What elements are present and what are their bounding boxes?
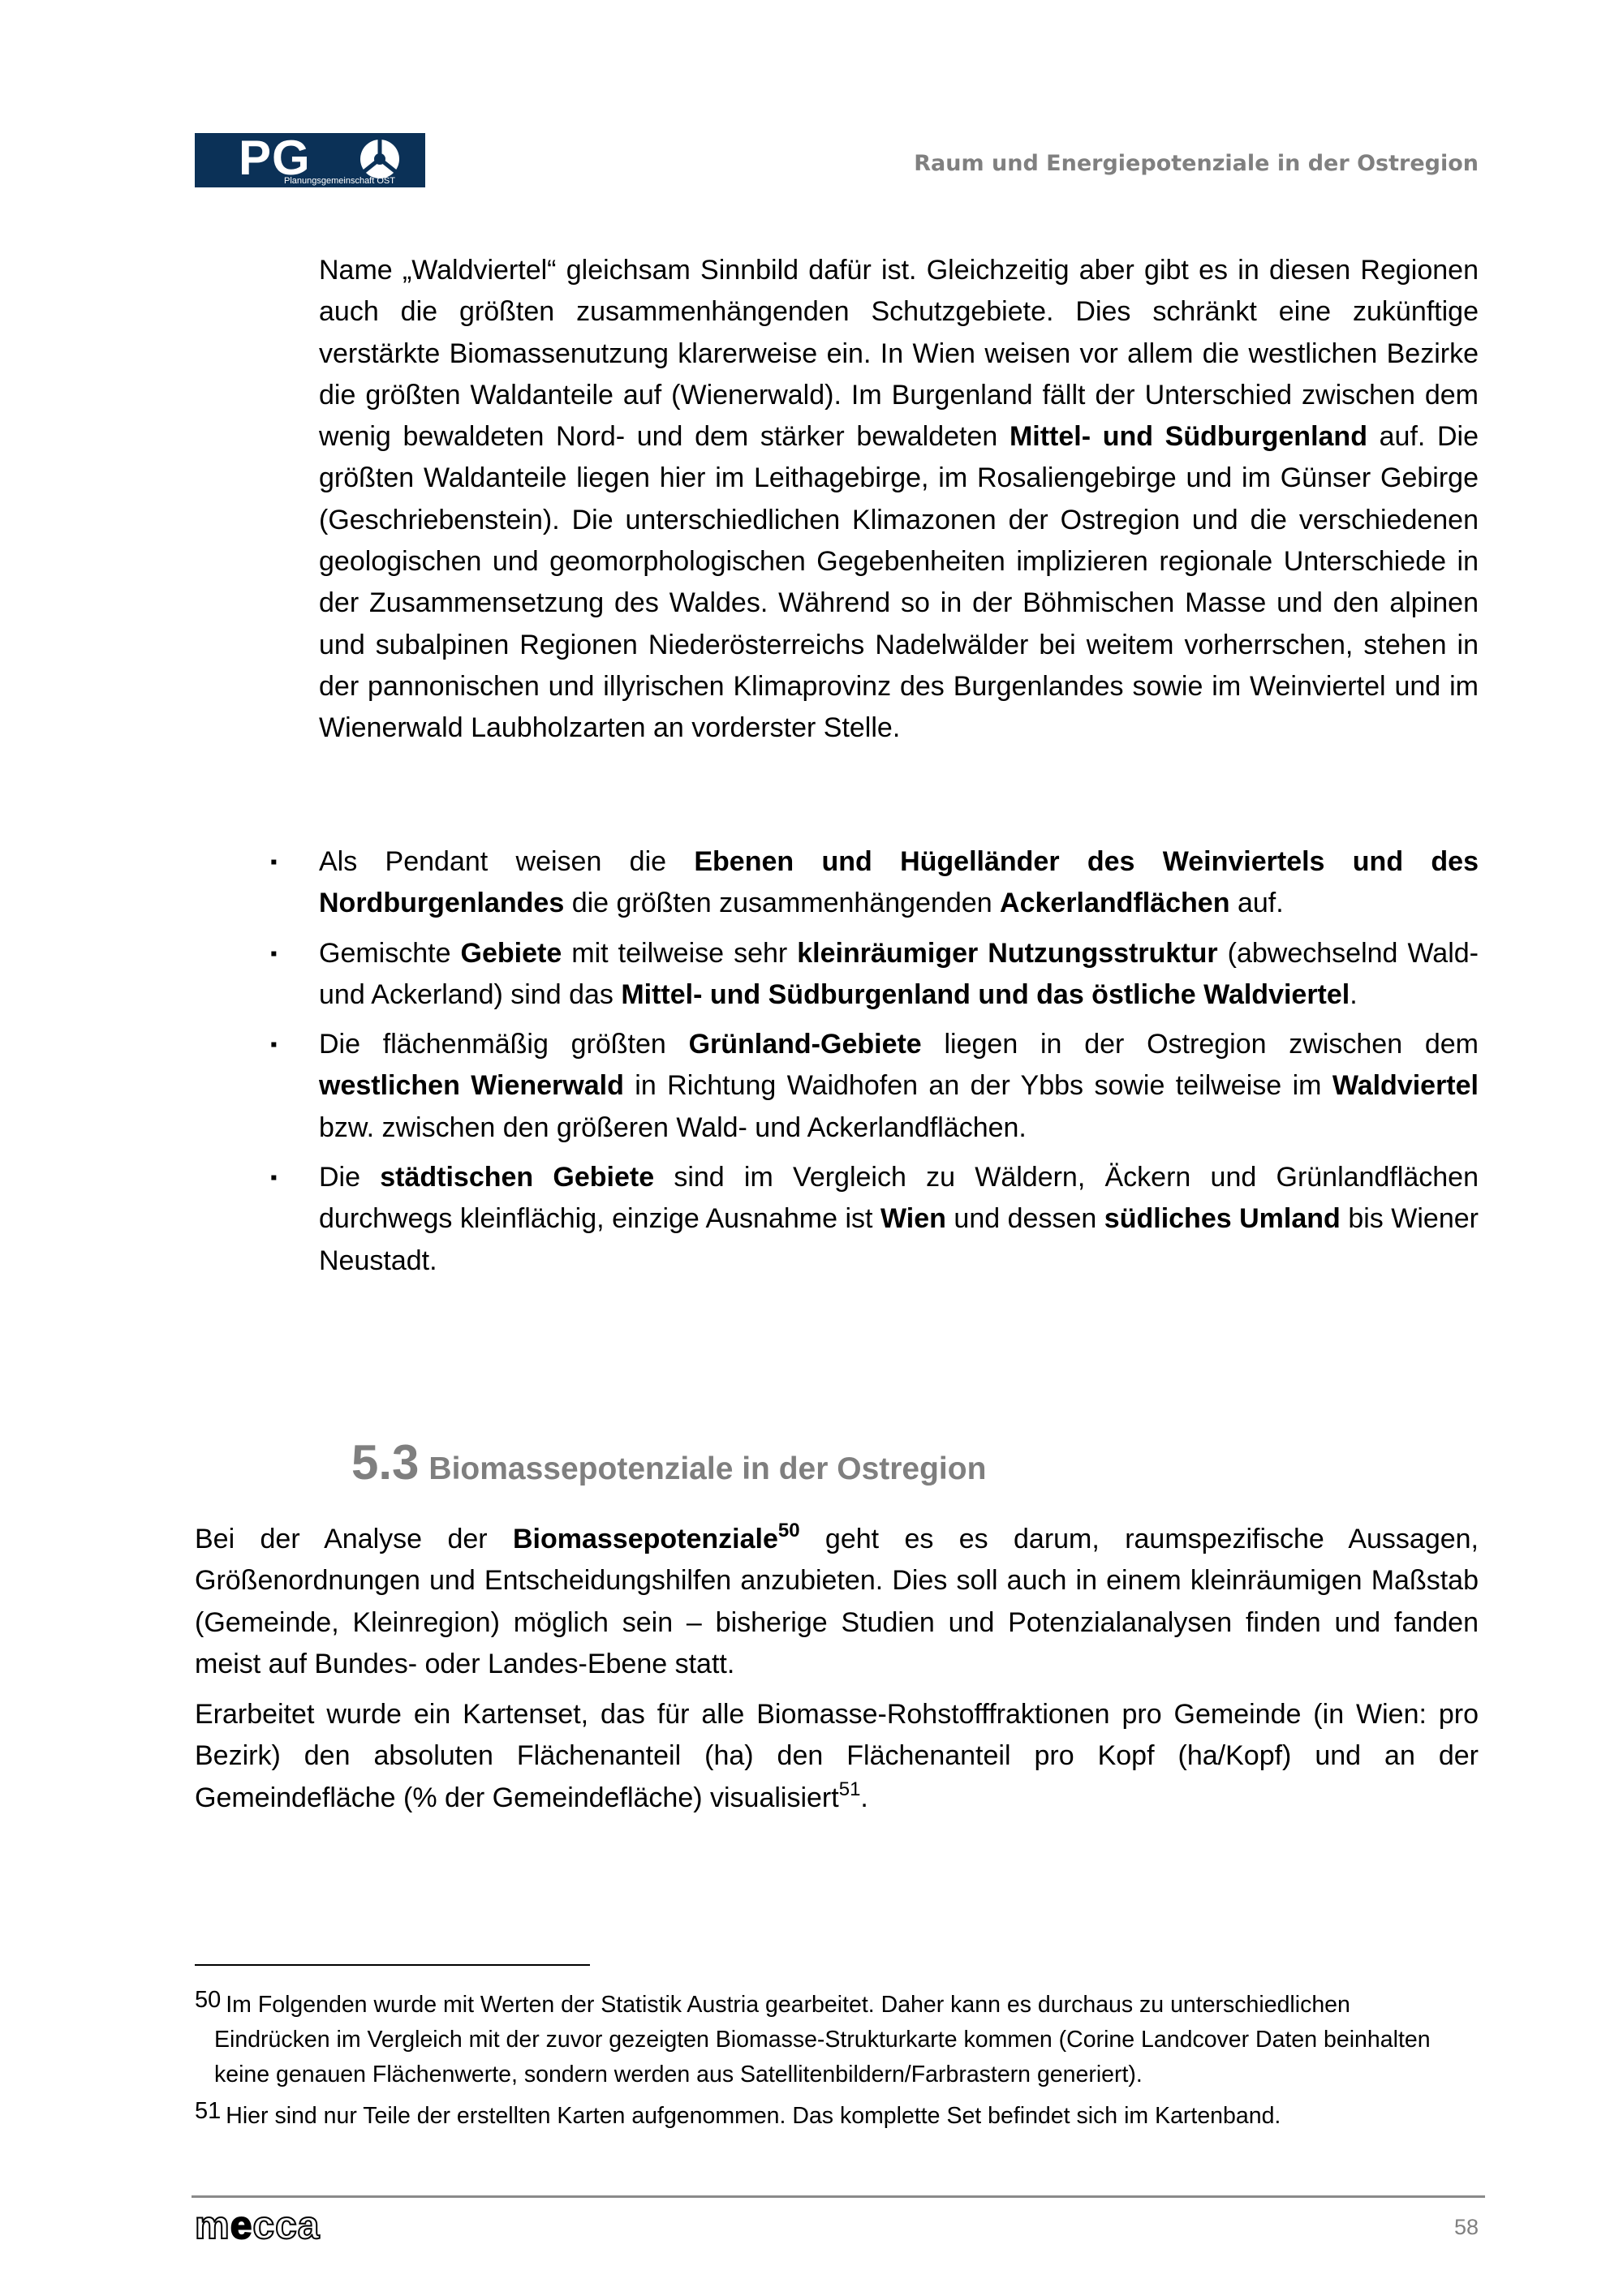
- footnote-text: Hier sind nur Teile der erstellten Karten aufgenommen. Das komplette Set befindet sich im Kartenband.: [226, 2103, 1281, 2129]
- bold-text: Gebiete: [460, 937, 562, 969]
- pgo-logo: [195, 133, 425, 187]
- text-run: bzw. zwischen den größeren Wald- und Ackerlandflächen.: [319, 1111, 1027, 1143]
- bold-text: Ackerlandflächen: [1000, 888, 1230, 919]
- bold-text: städtischen Gebiete: [380, 1162, 655, 1193]
- bold-text: Waldviertel: [1332, 1070, 1479, 1102]
- text-run: mit teilweise sehr: [562, 937, 798, 969]
- bold-text: westlichen Wienerwald: [319, 1070, 624, 1102]
- text-run: .: [1350, 978, 1358, 1010]
- mecca-logo: mecca: [195, 2204, 321, 2247]
- bold-text: südliches Umland: [1104, 1203, 1341, 1235]
- text-run: Name „Waldviertel“ gleichsam Sinnbild dafür ist. Gleichzeitig aber gibt es in diesen Regionen auch die größten zusammenhängenden Schutzgebiete. Dies schränkt eine zukünftige verstärkte Biomassenutzung klarerweise ein. In Wien weisen vor allem die westlichen Bezirke die größten Waldanteile auf (Wienerwald). Im Burgenland fällt der Unterschied zwischen dem wenig bewaldeten Nord- und dem stärker bewaldeten: [319, 255, 1479, 453]
- bold-text: Ebenen und Hügelländer des Weinviertels und des Nordburgenlandes: [319, 846, 1479, 919]
- bold-text: Biomassepotenziale: [512, 1524, 778, 1554]
- footnote-text-continued: Eindrücken im Vergleich mit der zuvor gezeigten Biomasse-Strukturkarte kommen (Corine Landcover Daten beinhalten keine genauen Flächenwerte, sondern werden aus Satellitenbildern/Farbrastern generiert).: [214, 2027, 1431, 2087]
- paragraph-forest: [319, 250, 1479, 750]
- bold-text: Mittel- und Südburgenland und das östliche Waldviertel: [621, 978, 1350, 1010]
- text-run: in Richtung Waidhofen an der Ybbs sowie teilweise im: [623, 1070, 1332, 1102]
- paragraph-kartenset: [195, 1694, 1479, 1819]
- text-run: Die flächenmäßig größten: [319, 1029, 689, 1060]
- text-run: (abwechselnd Wald- und Ackerland) sind das: [319, 937, 1479, 1010]
- text-run: liegen in der Ostregion zwischen dem: [921, 1029, 1479, 1060]
- logo-subtitle: Planungsgemeinschaft OST: [284, 176, 395, 186]
- text-run: geht es es darum, raumspezifische Aussagen, Größenordnungen und Entscheidungshilfen anzubieten. Dies soll auch in einem kleinräumigen Maßstab (Gemeinde, Kleinregion) möglich sein – bisherige Studien und Potenzialanalysen finden und fanden meist auf Bundes- oder Landes-Ebene statt.: [195, 1524, 1479, 1679]
- list-item: [270, 1024, 1479, 1149]
- text-run: bis Wiener Neustadt.: [319, 1203, 1479, 1276]
- logo-text: PG: [239, 131, 311, 185]
- list-item: [270, 1157, 1479, 1282]
- footnote-separator: [195, 1964, 590, 1966]
- logo-emblem-icon: [357, 135, 403, 182]
- footnote-text: Im Folgenden wurde mit Werten der Statistik Austria gearbeitet. Daher kann es durchaus zu unterschiedlichen: [226, 1992, 1350, 2018]
- text-run: sind im Vergleich zu Wäldern, Äckern und Grünlandflächen durchwegs kleinflächig, einzige Ausnahme ist: [319, 1162, 1479, 1235]
- text-run: .: [860, 1782, 868, 1813]
- paragraph-analysis: [195, 1519, 1479, 1685]
- footnote-number: 51: [195, 2098, 222, 2124]
- running-header-title: Raum und Energiepotenziale in der Ostregion: [914, 151, 1479, 176]
- text-run: die größten zusammenhängenden: [564, 888, 1001, 919]
- text-run: Bei der Analyse der: [195, 1524, 513, 1554]
- section-heading: [351, 1434, 986, 1490]
- section-title: Biomassepotenziale in der Ostregion: [428, 1451, 987, 1486]
- text-run: Gemischte: [319, 937, 461, 969]
- bold-text: Grünland-Gebiete: [688, 1029, 922, 1060]
- text-run: auf. Die größten Waldanteile liegen hier im Leithagebirge, im Rosaliengebirge und im Günser Gebirge (Geschriebenstein). Die unterschiedlichen Klimazonen der Ostregion und die verschiedenen geologischen und geomorphologischen Gegebenheiten implizieren regionale Unterschiede in der Zusammensetzung des Waldes. Während so in der Böhmischen Masse und den alpinen und subalpinen Regionen Niederösterreichs Nadelwälder bei weitem vorherrschen, stehen in der pannonischen und illyrischen Klimaprovinz des Burgenlandes sowie im Weinviertel und im Wienerwald Laubholzarten an vorderster Stelle.: [319, 421, 1479, 744]
- footnote-50: [195, 1988, 1461, 2092]
- text-run: und dessen: [945, 1203, 1104, 1235]
- footnote-51: [195, 2099, 1461, 2134]
- bullet-icon: ▪: [270, 851, 278, 873]
- bold-text: Wien: [880, 1203, 946, 1235]
- text-run: Erarbeitet wurde ein Kartenset, das für alle Biomasse-Rohstofffraktionen pro Gemeinde (in Wien: pro Bezirk) den absoluten Flächenanteil (ha) den Flächenanteil pro Kopf (ha/Kopf) und an der Gemeindefläche (% der Gemeindefläche) visualisiert: [195, 1699, 1479, 1813]
- section-number: 5.3: [351, 1435, 420, 1490]
- text-run: Die: [319, 1162, 381, 1193]
- list-item: [270, 933, 1479, 1017]
- footnote-reference: 51: [838, 1778, 861, 1800]
- list-item: [270, 841, 1479, 925]
- bullet-icon: ▪: [270, 1167, 278, 1189]
- bold-text: kleinräumiger Nutzungsstruktur: [797, 937, 1218, 969]
- footnote-number: 50: [195, 1987, 222, 2013]
- bullet-list: [270, 841, 1479, 1290]
- bullet-icon: ▪: [270, 942, 278, 965]
- footer-rule: [192, 2195, 1485, 2198]
- footnote-reference: 50: [777, 1520, 800, 1541]
- bullet-icon: ▪: [270, 1034, 278, 1056]
- text-run: auf.: [1229, 888, 1284, 919]
- text-run: Als Pendant weisen die: [319, 846, 695, 877]
- page-number: 58: [1453, 2215, 1479, 2239]
- bold-text: Mittel- und Südburgenland: [1009, 421, 1367, 453]
